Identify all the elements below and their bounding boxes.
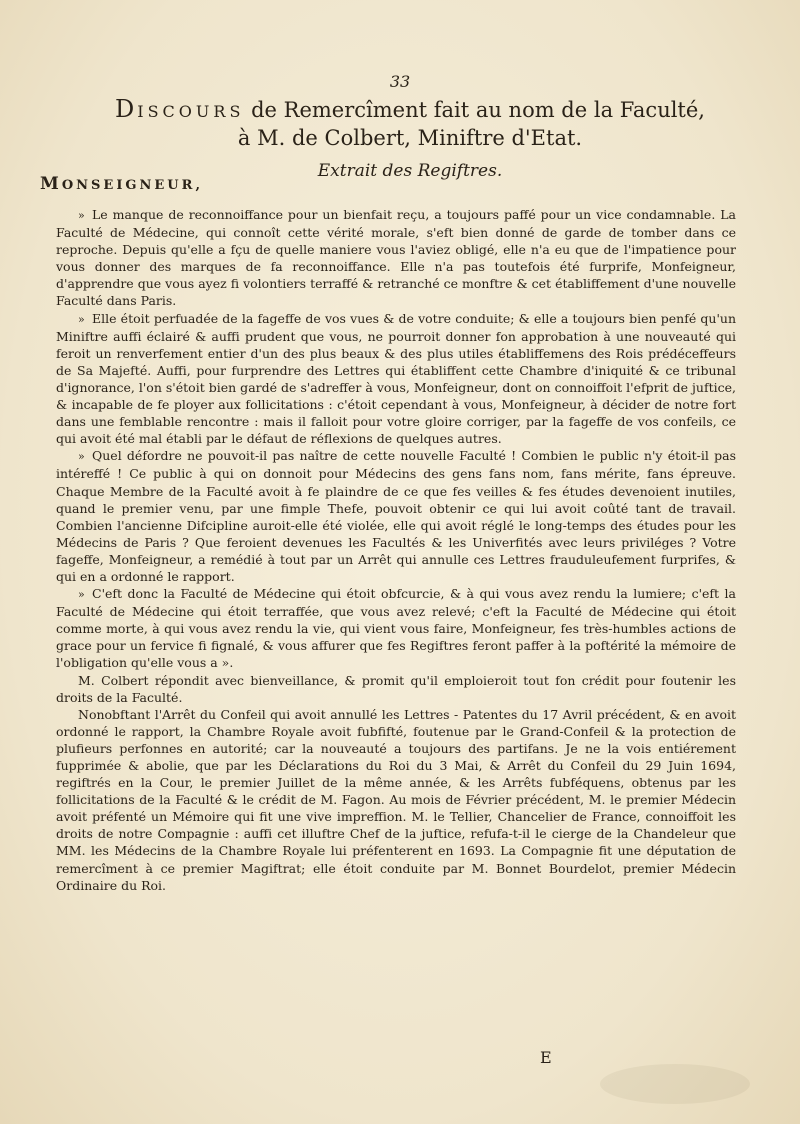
salutation [40, 174, 203, 194]
title-initial: D [115, 95, 138, 123]
quote-mark: » [78, 450, 85, 464]
paragraph: Nonobftant l'Arrêt du Confeil qui avoit annullé les Lettres - Patentes du 17 Avril précédent, & en avoit ordonné le rapport, la Chambre Royale avoit fubfifté, foutenue par le Grand-Confeil & la protection de plufieurs perfonnes en autorité; car la nouveauté a toujours des partifans. Je ne la vois entiérement fupprimée & abolie, que par les Déclarations du Roi du 3 Mai, & Arrêt du Confeil du 29 Juin 1694, regiftrés en la Cour, le premier Juillet de la même année, & les Arrêts fubféquens, obtenus par les follicitations de la Faculté & le crédit de M. Fagon. Au mois de Février précédent, M. le premier Médecin avoit préfenté un Mémoire qui fit une vive impreffion. M. le Tellier, Chancelier de France, connoiffoit les droits de notre Compagnie : auffi cet illuftre Chef de la juftice, refufa-t-il le cierge de la Chandeleur que MM. les Médecins de la Chambre Royale lui préfenterent en 1693. La Compagnie fit une députation de remercîment à ce premier Magiftrat; elle étoit conduite par M. Bonnet Bourdelot, premier Médecin Ordinaire du Roi. [56, 706, 736, 893]
header [60, 96, 760, 181]
subtitle: Extrait des Regiftres. [317, 161, 503, 181]
paragraph [56, 585, 736, 671]
paragraph: M. Colbert répondit avec bienveillance, & promit qu'il emploieroit tout fon crédit pour foutenir les droits de la Faculté. [56, 672, 736, 705]
title-rest: de Remercîment fait au nom de la Faculté, [244, 98, 705, 122]
paragraph-text: Le manque de reconnoiffance pour un bienfait reçu, a toujours paffé pour un vice condamnable. La Faculté de Médecine, qui connoît cette vérité morale, s'eft bien donné de garde de tomber dans ce reproche. Depuis qu'elle a fçu de quelle maniere vous l'aviez obligé, elle n'a eu que de l'impatience pour vous donner des marques de fa reconnoiffance. Elle n'a pas toutefois été furprife, Monfeigneur, d'apprendre que vous ayez fi volontiers terraffé & retranché ce monftre & cet établiffement d'une nouvelle Faculté dans Paris. [56, 207, 736, 309]
paragraph [56, 447, 736, 585]
paragraph-text: Elle étoit perfuadée de la fageffe de vos vues & de votre conduite; & elle a toujours bien penfé qu'un Miniftre auffi éclairé & auffi prudent que vous, ne pourroit donner fon approbation à une nouveauté qui feroit un renverfement entier d'un des plus beaux & des plus utiles établiffemens des Rois prédéceffeurs de Sa Majefté. Auffi, pour furprendre des Lettres qui établiffent cette Chambre d'iniquité & ce tribunal d'ignorance, l'on s'étoit bien gardé de s'adreffer à vous, Monfeigneur, dont on connoiffoit l'efprit de juftice, & incapable de fe ployer aux follicitations : c'étoit cependant à vous, Monfeigneur, à décider de notre fort dans une femblable rencontre : mais il falloit pour votre gloire corriger, par la fageffe de vos confeils, ce qui avoit été mal établi par le défaut de réflexions de quelques autres. [56, 310, 736, 447]
body-text [56, 206, 736, 894]
quote-mark: » [78, 588, 85, 602]
quote-mark: » [78, 209, 85, 222]
salutation-rest: ONSEIGNEUR, [61, 178, 203, 193]
salutation-initial: M [40, 174, 62, 194]
catchword: E [540, 1048, 552, 1067]
quote-mark: » [78, 312, 85, 326]
paragraph [56, 206, 736, 310]
paper-stain [600, 1064, 750, 1104]
paragraph-text: Quel défordre ne pouvoit-il pas naître de cette nouvelle Faculté ! Combien le public n'y étoit-il pas intéreffé ! Ce public à qui on donnoit pour Médecins des gens fans nom, fans mérite, fans épreuve. Chaque Membre de la Faculté avoit à fe plaindre de ce que fes veilles & fes études devenoient inutiles, quand le premier venu, par une fimple Thefe, pouvoit obtenir ce qui lui avoit coûté tant de travail. Combien l'ancienne Difcipline auroit-elle été violée, elle qui avoit réglé le long-temps des études pour les Médecins de Paris ? Que feroient devenues les Facultés & les Univerfités avec leurs priviléges ? Votre fageffe, Monfeigneur, a remédié à tout par un Arrêt qui annulle ces Lettres frauduleufement furprifes, & qui en a ordonné le rapport. [56, 448, 736, 584]
page-number: 33 [389, 72, 411, 91]
paragraph-text: C'eft donc la Faculté de Médecine qui étoit obfcurcie, & à qui vous avez rendu la lumiere; c'eft la Faculté de Médecine qui étoit terraffée, que vous avez relevé; c'eft la Faculté de Médecine qui étoit comme morte, à qui vous avez rendu la vie, qui vient vous faire, Monfeigneur, fes très-humbles actions de grace pour un fervice fi fignalé, & vous affurer que fes Regiftres feront paffer à la poftérité la mémoire de l'obligation qu'elle vous a ». [56, 586, 736, 671]
title-line-1 [60, 96, 760, 125]
title-line-2: à M. de Colbert, Miniftre d'Etat. [237, 126, 583, 150]
title-spaced: ISCOURS [137, 102, 245, 121]
paragraph [56, 310, 736, 448]
